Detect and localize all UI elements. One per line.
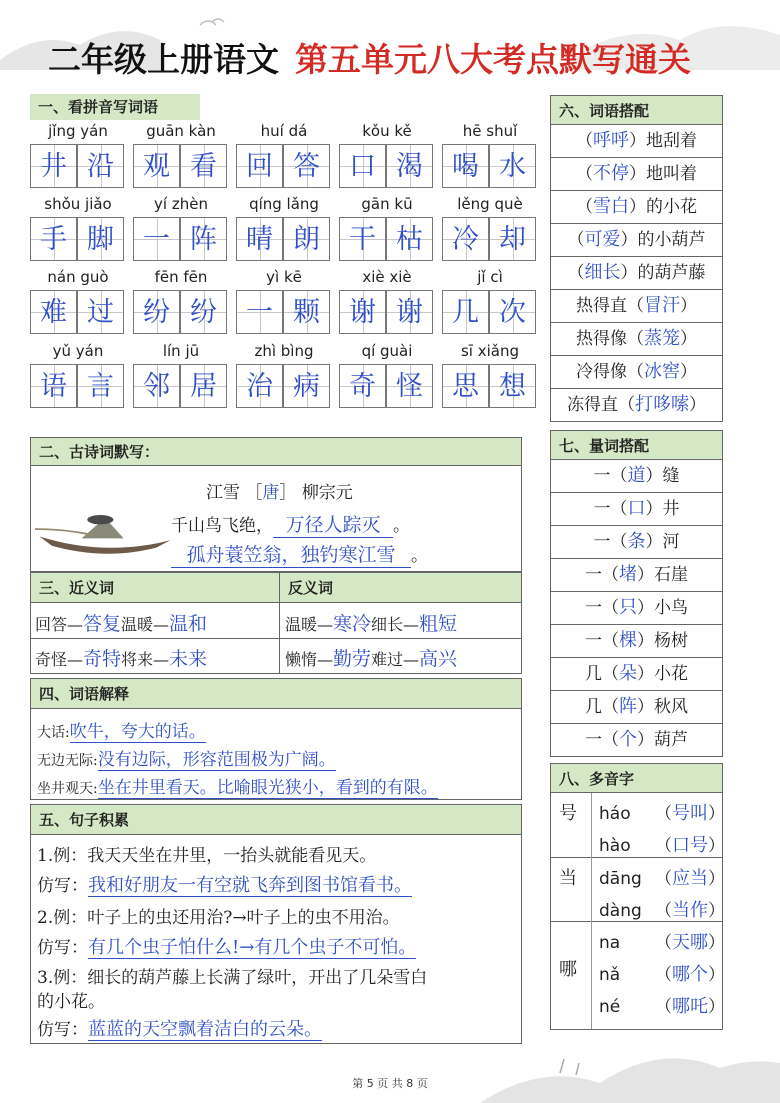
s6-row (550, 224, 723, 257)
polyphone-pinyin: dāng (599, 869, 642, 889)
prompt-text: 一（ (585, 730, 619, 750)
example-2: 2.例：叶子上的虫还用治?→叶子上的虫不用治。 (37, 908, 400, 928)
prompt-text: ）井 (645, 499, 680, 519)
s6-row (550, 389, 723, 422)
answer-text: 蒸笼 (644, 328, 680, 349)
polyphone-answer: 哪吒 (672, 996, 708, 1017)
answer-text: 阵 (619, 696, 637, 717)
polyphone-char: 哪 (559, 958, 577, 980)
tianzige-box: 看 (180, 144, 227, 188)
s7-row (550, 691, 723, 724)
page-number: 第 5 页 共 8 页 (352, 1077, 428, 1090)
s6-row (550, 290, 723, 323)
pinyin-label: yì kē (266, 268, 302, 286)
poem-line1-end: 。 (393, 516, 410, 536)
prompt-text: 几（ (585, 697, 619, 717)
s6-row (550, 257, 723, 290)
prompt-text: 热得像（ (576, 329, 644, 349)
polyphone-reading (599, 896, 725, 922)
polyphone-pinyin: né (599, 997, 621, 1017)
polyphone-pinyin: nǎ (599, 965, 621, 985)
answer-text: 冰窖 (644, 361, 680, 382)
answer-text: 细长 (584, 262, 621, 283)
prompt-text: （ (576, 131, 593, 151)
pinyin-label: lěng què (457, 195, 523, 213)
polyphone-answer: 天哪 (672, 932, 708, 953)
poem-line1 (171, 510, 410, 538)
pinyin-label: jǐng yán (48, 122, 108, 140)
prompt-text: ）的小花 (629, 197, 697, 217)
polyphone-pinyin: hào (599, 836, 631, 856)
answer-text: 呼呼 (593, 130, 629, 151)
tianzige-box: 谢 (386, 290, 433, 334)
right-section-header: 八、多音字 (550, 763, 723, 793)
syn-answer: 奇特 (83, 648, 122, 670)
s6-row (550, 158, 723, 191)
syn-answer: 未来 (169, 648, 208, 670)
title-grade: 二年级上册语文 (48, 40, 279, 79)
tianzige-box: 颗 (283, 290, 330, 334)
paren: （ (655, 804, 672, 824)
prompt-text: 冷得像（ (576, 362, 644, 382)
pinyin-label: yǔ yán (52, 342, 104, 360)
polyphone-pinyin: dàng (599, 901, 642, 921)
tianzige-box: 几 (442, 290, 489, 334)
divider (31, 638, 521, 639)
divider (279, 573, 280, 673)
prompt-text: ） (680, 296, 697, 316)
section3-box (30, 572, 522, 674)
polyphone-reading (599, 928, 725, 954)
tianzige-box: 怪 (386, 364, 433, 408)
pinyin-label: xiè xiè (362, 268, 412, 286)
definition-answer: 吹牛，夸大的话。 (69, 722, 206, 742)
tianzige-box: 居 (180, 364, 227, 408)
prompt-text: （ (567, 263, 585, 283)
prompt-text: ）小花 (637, 664, 688, 684)
poem-title: 江雪 (206, 483, 240, 503)
poem-line2-end: 。 (411, 546, 428, 566)
prompt-text: 一（ (593, 532, 628, 552)
definition-1 (37, 717, 206, 742)
imitation-2 (37, 933, 416, 959)
ant-word: 温暖— (285, 615, 334, 634)
poem-line2-answer: 孤舟蓑笠翁，独钓寒江雪 (171, 540, 411, 568)
answer-text: 打哆嗦 (635, 394, 689, 415)
tianzige-box: 谢 (339, 290, 386, 334)
tianzige-box: 干 (339, 217, 386, 261)
ant-word: 懒惰— (285, 650, 334, 669)
tianzige-box: 语 (30, 364, 77, 408)
prompt-text: ）葫芦 (637, 730, 688, 750)
definition-answer: 没有边际，形容范围极为广阔。 (97, 750, 336, 770)
decorative-landscape-bottom (480, 1033, 780, 1103)
polyphone-char: 号 (559, 803, 577, 824)
tianzige-box: 井 (30, 144, 77, 188)
syn-word: 奇怪— (35, 650, 84, 669)
answer-text: 可爱 (584, 229, 621, 250)
tianzige-box: 难 (30, 290, 77, 334)
pinyin-label: nán guò (47, 268, 109, 286)
page-title (0, 28, 780, 84)
tianzige-box: 阵 (180, 217, 227, 261)
answer-text: 不停 (593, 163, 629, 184)
prompt-text: 一（ (593, 499, 628, 519)
prompt-text: ）的葫芦藤 (620, 263, 706, 283)
polyphone-reading (599, 799, 725, 825)
s6-row (550, 191, 723, 224)
section5-box (30, 804, 522, 1044)
syn-answer: 温和 (169, 613, 208, 635)
polyphone-box (550, 793, 723, 1030)
syn-word: 温暖— (121, 615, 170, 634)
prompt-text: ）石崖 (637, 565, 688, 585)
s7-row (550, 724, 723, 757)
antonym-header: 反义词 (279, 573, 521, 603)
imitation-label: 仿写： (37, 938, 88, 958)
tianzige-box: 病 (283, 364, 330, 408)
tianzige-box: 想 (489, 364, 536, 408)
synonym-row-2 (35, 644, 207, 671)
tianzige-box: 朗 (283, 217, 330, 261)
tianzige-box: 却 (489, 217, 536, 261)
answer-text: 朵 (619, 663, 637, 684)
answer-text: 个 (619, 729, 637, 750)
tianzige-box: 晴 (236, 217, 283, 261)
imitation-label: 仿写： (37, 1020, 88, 1040)
paren: （ (655, 933, 672, 953)
s6-row (550, 323, 723, 356)
paren: ） (708, 836, 725, 856)
prompt-text: ）秋风 (637, 697, 688, 717)
tianzige-box: 邻 (133, 364, 180, 408)
tianzige-box: 口 (339, 144, 386, 188)
pinyin-label: sī xiǎng (460, 342, 519, 360)
poem-line2 (171, 540, 428, 568)
poem-dynasty: 唐 (262, 483, 280, 503)
answer-text: 冒汗 (644, 295, 680, 316)
ant-answer: 高兴 (419, 648, 458, 670)
tianzige-box: 水 (489, 144, 536, 188)
paren: （ (655, 869, 672, 889)
polyphone-char: 当 (559, 868, 577, 889)
prompt-text: ） (680, 329, 697, 349)
s6-row (550, 125, 723, 158)
tianzige-box: 思 (442, 364, 489, 408)
title-unit: 第五单元八大考点默写通关 (295, 40, 691, 79)
polyphone-answer: 哪个 (672, 964, 708, 985)
prompt-text: 热得直（ (576, 296, 644, 316)
poem-author: 柳宗元 (301, 483, 353, 503)
prompt-text: 几（ (585, 664, 619, 684)
prompt-text: 一（ (585, 565, 619, 585)
polyphone-reading (599, 831, 725, 857)
section1-header: 一、看拼音写词语 (30, 94, 200, 120)
example-1: 1.例：我天天坐在井里，一抬头就能看见天。 (37, 846, 377, 866)
prompt-text: ） (689, 395, 706, 415)
s7-row (550, 592, 723, 625)
polyphone-answer: 号叫 (672, 803, 708, 824)
tianzige-box: 沿 (77, 144, 124, 188)
pinyin-label: jǐ cì (477, 268, 503, 286)
pinyin-label: qíng lǎng (249, 195, 319, 213)
prompt-text: ）河 (645, 532, 680, 552)
definition-2 (37, 745, 336, 770)
prompt-text: ）杨树 (637, 631, 688, 651)
answer-text: 雪白 (593, 196, 629, 217)
definition-3 (37, 773, 438, 798)
tianzige-box: 过 (77, 290, 124, 334)
tianzige-box: 答 (283, 144, 330, 188)
paren: ） (708, 901, 725, 921)
prompt-text: 冻得直（ (567, 395, 635, 415)
paren: ） (708, 965, 725, 985)
section4-box (30, 678, 522, 800)
section2-box (30, 437, 522, 572)
answer-text: 堵 (619, 564, 637, 585)
imitation-answer: 我和好朋友一有空就飞奔到图书馆看书。 (88, 875, 412, 896)
answer-text: 道 (627, 465, 646, 486)
tianzige-box: 一 (133, 217, 180, 261)
s7-row (550, 460, 723, 493)
pinyin-label: yí zhèn (154, 195, 208, 213)
answer-text: 条 (627, 531, 646, 552)
polyphone-reading (599, 960, 725, 986)
definition-answer: 坐在井里看天。比喻眼光狭小，看到的有限。 (97, 778, 438, 798)
prompt-text: 一（ (585, 631, 619, 651)
polyphone-answer: 应当 (672, 868, 708, 889)
antonym-row-1 (285, 609, 457, 636)
tianzige-box: 纷 (133, 290, 180, 334)
paren: ） (708, 804, 725, 824)
poem-line1-given: 千山鸟飞绝， (171, 516, 273, 536)
polyphone-answer: 当作 (672, 900, 708, 921)
tianzige-box: 冷 (442, 217, 489, 261)
polyphone-reading (599, 864, 725, 890)
tianzige-box: 一 (236, 290, 283, 334)
syn-word: 将来— (121, 650, 170, 669)
polyphone-reading (599, 992, 725, 1018)
pinyin-label: fēn fēn (154, 268, 208, 286)
tianzige-box: 观 (133, 144, 180, 188)
boat-illustration (35, 500, 175, 558)
pinyin-label: lín jū (162, 342, 200, 360)
tianzige-box: 次 (489, 290, 536, 334)
ant-word: 细长— (371, 615, 420, 634)
prompt-text: ）小鸟 (637, 598, 688, 618)
answer-text: 棵 (619, 630, 637, 651)
prompt-text: ）的小葫芦 (620, 230, 706, 250)
tianzige-box: 纷 (180, 290, 227, 334)
paren: （ (655, 901, 672, 921)
imitation-1 (37, 871, 412, 897)
pinyin-label: kǒu kě (362, 122, 412, 140)
s7-row (550, 493, 723, 526)
prompt-text: ）缝 (645, 466, 680, 486)
pinyin-grid (30, 122, 530, 422)
right-section-header: 七、量词搭配 (550, 430, 723, 460)
divider (591, 793, 592, 1029)
tianzige-box: 枯 (386, 217, 433, 261)
definition-term: 无边无际: (37, 753, 98, 769)
polyphone-group (551, 793, 725, 857)
prompt-text: ）地刮着 (629, 131, 697, 151)
prompt-text: 一（ (585, 598, 619, 618)
example-3b: 的小花。 (37, 992, 105, 1012)
polyphone-group (551, 921, 725, 1031)
paren: ） (708, 869, 725, 889)
prompt-text: （ (576, 164, 593, 184)
pinyin-label: zhì bìng (254, 342, 314, 360)
definition-term: 坐井观天: (37, 781, 98, 797)
syn-answer: 答复 (83, 613, 122, 635)
pinyin-label: guān kàn (146, 122, 216, 140)
imitation-label: 仿写： (37, 876, 88, 896)
polyphone-group (551, 857, 725, 922)
tianzige-box: 脚 (77, 217, 124, 261)
ant-answer: 勤劳 (333, 648, 372, 670)
poem-line1-answer: 万径人踪灭 (273, 510, 393, 538)
prompt-text: ）地叫着 (629, 164, 697, 184)
section4-header: 四、词语解释 (31, 679, 521, 709)
s7-row (550, 526, 723, 559)
tianzige-box: 奇 (339, 364, 386, 408)
pinyin-label: hē shuǐ (462, 122, 518, 140)
tianzige-box: 渴 (386, 144, 433, 188)
ant-answer: 粗短 (419, 613, 458, 635)
tianzige-box: 喝 (442, 144, 489, 188)
polyphone-answer: 口号 (672, 835, 708, 856)
section2-header: 二、古诗词默写： (31, 438, 521, 466)
prompt-text: 一（ (593, 466, 628, 486)
answer-text: 口 (627, 498, 646, 519)
s7-row (550, 625, 723, 658)
polyphone-pinyin: na (599, 933, 621, 953)
tianzige-box: 回 (236, 144, 283, 188)
s7-row (550, 658, 723, 691)
prompt-text: ） (680, 362, 697, 382)
section5-header: 五、句子积累 (31, 805, 521, 835)
syn-word: 回答— (35, 615, 84, 634)
pinyin-label: gān kū (361, 195, 413, 213)
paren: （ (655, 836, 672, 856)
example-3a: 3.例：细长的葫芦藤上长满了绿叶，开出了几朵雪白 (37, 968, 428, 988)
s6-row (550, 356, 723, 389)
poem-heading: 江雪 ［唐］ 柳宗元 (206, 483, 353, 503)
paren: ） (708, 997, 725, 1017)
paren: ） (708, 933, 725, 953)
imitation-answer: 蓝蓝的天空飘着洁白的云朵。 (88, 1019, 322, 1040)
right-section-header: 六、词语搭配 (550, 95, 723, 125)
antonym-row-2 (285, 644, 457, 671)
prompt-text: （ (567, 230, 585, 250)
paren: （ (655, 965, 672, 985)
s7-row (550, 559, 723, 592)
pinyin-label: huí dá (260, 122, 308, 140)
ant-word: 难过— (371, 650, 420, 669)
prompt-text: （ (576, 197, 593, 217)
paren: （ (655, 997, 672, 1017)
pinyin-label: shǒu jiǎo (44, 195, 112, 213)
polyphone-pinyin: háo (599, 804, 631, 824)
tianzige-box: 手 (30, 217, 77, 261)
answer-text: 只 (619, 597, 637, 618)
imitation-answer: 有几个虫子怕什么!→有几个虫子不可怕。 (88, 937, 417, 958)
ant-answer: 寒冷 (333, 613, 372, 635)
synonym-header: 三、近义词 (31, 573, 279, 603)
synonym-row-1 (35, 609, 207, 636)
pinyin-label: qí guài (361, 342, 413, 360)
definition-term: 大话: (37, 725, 70, 741)
tianzige-box: 言 (77, 364, 124, 408)
tianzige-box: 治 (236, 364, 283, 408)
imitation-3 (37, 1015, 322, 1041)
